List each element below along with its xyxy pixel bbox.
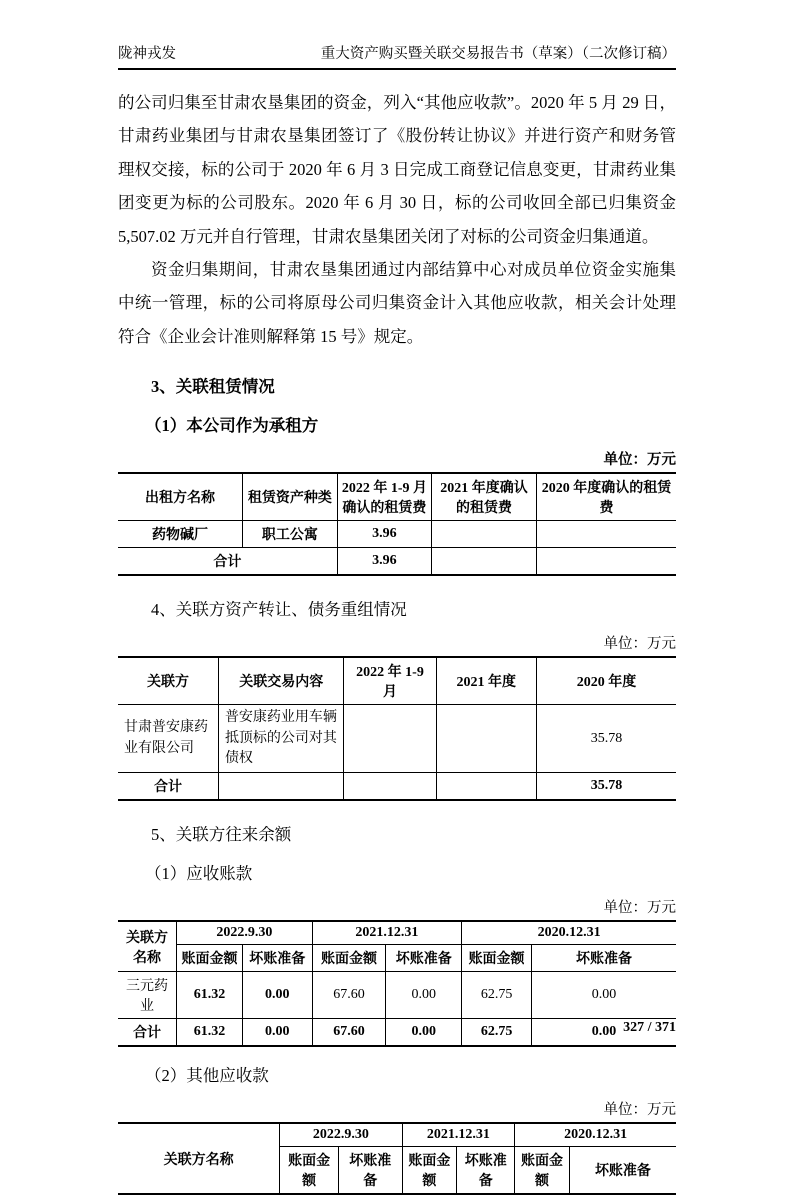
value-cell: 0.00 [531,972,676,1019]
sub-header: 坏账准备 [569,1147,676,1195]
value-cell: 35.78 [536,705,676,773]
total-label-cell: 合计 [118,773,218,801]
asset-transfer-table [118,656,676,801]
heading-company-as-lessee: （1）本公司作为承租方 [145,416,319,436]
total-label-cell: 合计 [118,548,337,576]
unit-label-receivables-table: 单位：万元 [603,900,676,917]
transfer-table-total-row [118,773,676,801]
column-header: 关联方名称 [118,1123,280,1194]
period-header: 2022.9.30 [177,921,313,945]
transfer-table-data-row [118,705,676,773]
value-cell: 61.32 [177,972,243,1019]
lease-table-data-row [118,521,676,548]
total-value-cell [536,548,676,576]
other-receivables-period-header-row [118,1123,676,1147]
period-header: 2021.12.31 [402,1123,515,1147]
lease-expense-table [118,472,676,576]
total-value-cell [218,773,344,801]
column-header: 关联方 [118,657,218,705]
transfer-table-header-row [118,657,676,705]
header-document-title: 重大资产购买暨关联交易报告书（草案）（二次修订稿） [320,46,676,62]
value-cell: 0.00 [242,972,312,1019]
lease-table-total-row [118,548,676,576]
heading-related-balances: 5、关联方往来余额 [151,825,292,845]
total-value-cell: 0.00 [531,1019,676,1047]
running-header [118,42,676,70]
asset-type-cell: 职工公寓 [242,521,337,548]
sub-header: 坏账准备 [338,1147,402,1195]
lease-table-header-row [118,473,676,521]
page-number: 327 / 371 [623,1020,676,1035]
period-header: 2022.9.30 [280,1123,402,1147]
column-header: 出租方名称 [118,473,242,521]
total-value-cell: 0.00 [386,1019,462,1047]
unit-label-other-receivables-table: 单位：万元 [603,1102,676,1119]
header-company-short-name: 陇神戎发 [118,46,176,62]
total-value-cell [436,773,536,801]
sub-header: 坏账准备 [386,945,462,972]
column-header: 2021 年度确认的租赁费 [432,473,537,521]
column-header: 关联方名称 [118,921,177,972]
sub-header: 账面金额 [280,1147,339,1195]
sub-header: 账面金额 [402,1147,457,1195]
column-header: 2022 年 1-9 月 [344,657,436,705]
heading-accounts-receivable: （1）应收账款 [145,864,253,884]
heading-other-receivables: （2）其他应收款 [145,1066,269,1086]
related-party-cell: 甘肃普安康药业有限公司 [118,705,218,773]
column-header: 2020 年度确认的租赁费 [536,473,676,521]
other-receivables-table [118,1122,676,1195]
period-header: 2020.12.31 [515,1123,676,1147]
total-value-cell [344,773,436,801]
total-value-cell: 35.78 [536,773,676,801]
heading-related-lease: 3、关联租赁情况 [151,377,275,397]
column-header: 租赁资产种类 [242,473,337,521]
receivables-data-row [118,972,676,1019]
sub-header: 账面金额 [462,945,532,972]
value-cell [344,705,436,773]
period-header: 2020.12.31 [462,921,676,945]
value-cell: 3.96 [337,521,431,548]
value-cell [436,705,536,773]
sub-header: 坏账准备 [531,945,676,972]
heading-asset-transfer: 4、关联方资产转让、债务重组情况 [151,600,407,620]
total-value-cell: 62.75 [462,1019,532,1047]
related-party-cell: 三元药业 [118,972,177,1019]
sub-header: 坏账准备 [242,945,312,972]
unit-label-lease-table: 单位：万元 [603,452,676,469]
column-header: 2021 年度 [436,657,536,705]
paragraph-fund-collection-continuation: 的公司归集至甘肃农垦集团的资金，列入“其他应收款”。2020 年 5 月 29 日，甘肃药业集团与甘肃农垦集团签订了《股份转让协议》并进行资产和财务管理权交接，标的公司于 2020 年 6 月 3 日完成工商登记信息变更，甘肃药业集团变更为标的公司股东。2020 年 6 月 30 日，标的公司收回全部已归集资金 5,507.02 万元并自行管理，甘肃农垦集团关闭了对标的公司资金归集通道。 [118,93,676,246]
period-header: 2021.12.31 [312,921,462,945]
column-header: 关联交易内容 [218,657,344,705]
receivables-sub-header-row [118,945,676,972]
total-value-cell: 61.32 [177,1019,243,1047]
transaction-content-cell: 普安康药业用车辆抵顶标的公司对其债权 [218,705,344,773]
paragraph-fund-pooling-accounting: 资金归集期间，甘肃农垦集团通过内部结算中心对成员单位资金实施集中统一管理，标的公司将原母公司归集资金计入其他应收款，相关会计处理符合《企业会计准则解释第 15 号》规定。 [118,260,676,346]
accounts-receivable-table [118,920,676,1047]
value-cell: 67.60 [312,972,386,1019]
column-header: 2020 年度 [536,657,676,705]
total-label-cell: 合计 [118,1019,177,1047]
total-value-cell: 67.60 [312,1019,386,1047]
lessor-name-cell: 药物碱厂 [118,521,242,548]
sub-header: 账面金额 [312,945,386,972]
sub-header: 账面金额 [515,1147,570,1195]
value-cell [536,521,676,548]
total-value-cell [432,548,537,576]
value-cell [432,521,537,548]
total-value-cell: 3.96 [337,548,431,576]
value-cell: 0.00 [386,972,462,1019]
unit-label-transfer-table: 单位：万元 [603,636,676,653]
receivables-total-row [118,1019,676,1047]
value-cell: 62.75 [462,972,532,1019]
total-value-cell: 0.00 [242,1019,312,1047]
sub-header: 坏账准备 [457,1147,515,1195]
receivables-period-header-row [118,921,676,945]
column-header: 2022 年 1-9 月确认的租赁费 [337,473,431,521]
sub-header: 账面金额 [177,945,243,972]
